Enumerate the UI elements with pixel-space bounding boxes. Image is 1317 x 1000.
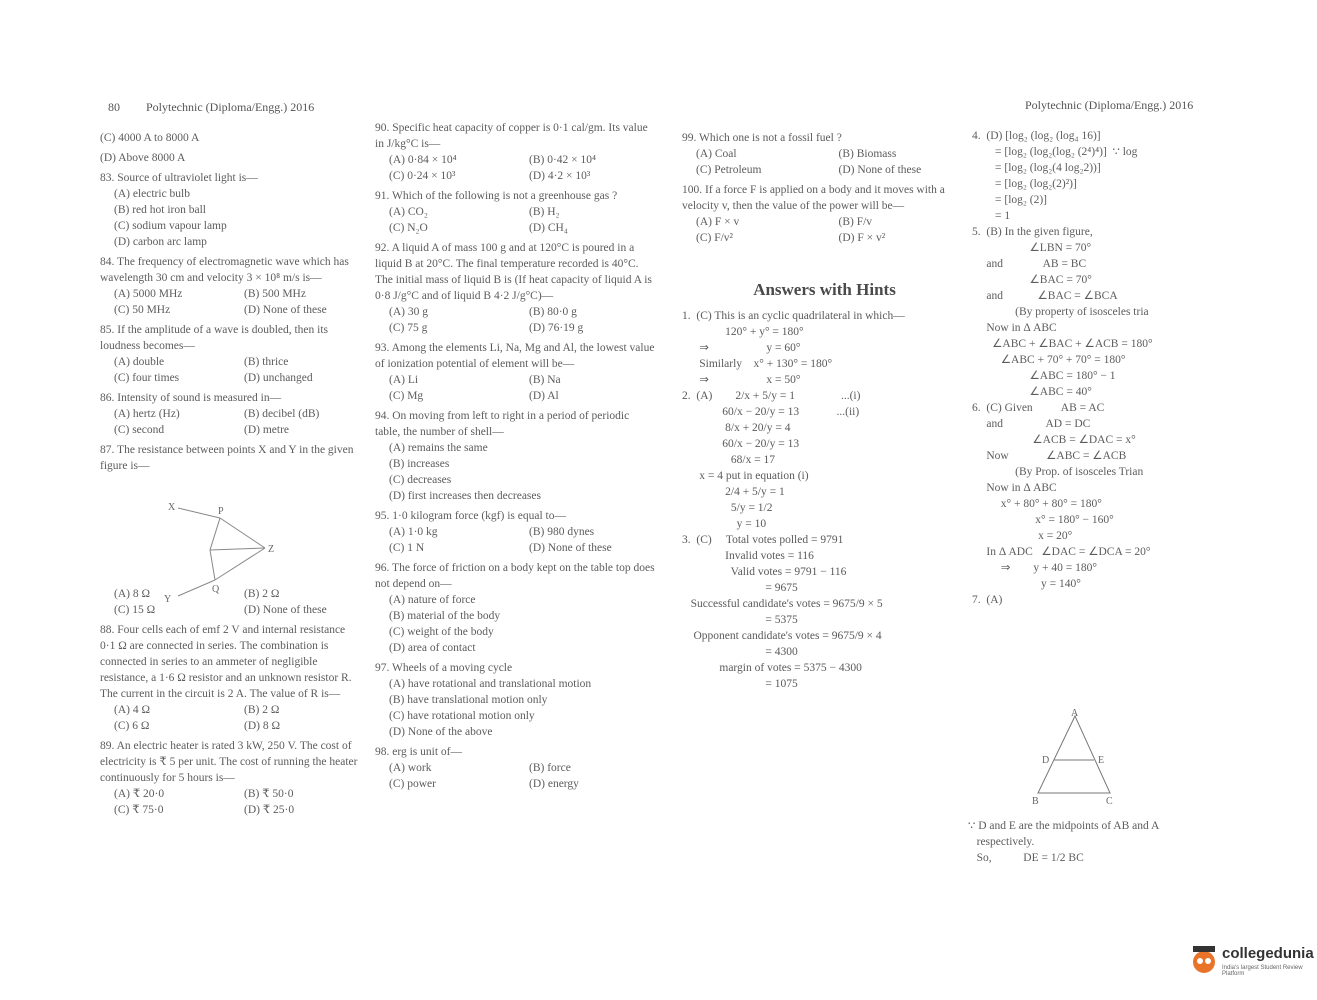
collegedunia-logo-icon (1190, 942, 1220, 976)
option-text: (B) have translational motion only (389, 694, 548, 706)
options-grid (682, 146, 967, 178)
fig-wire (220, 518, 265, 548)
hint-line: = [log₂ (log₂(log₂ (2⁴)⁴)] ∵ log (972, 146, 1138, 158)
hint-line: y = 10 (682, 518, 767, 530)
option-text: (B) thrice (244, 356, 289, 368)
option-text: (C) 50 MHz (114, 304, 171, 316)
question-block (100, 170, 360, 250)
hint-line: = [log₂ (log₂(4 log₂2))] (972, 162, 1101, 174)
option-text: (D) None of these (244, 304, 327, 316)
hint-line: Successful candidate's votes = 9675/9 × 5 (682, 598, 883, 610)
hint-line: = 9675 (682, 582, 798, 594)
fig-label-y: Y (164, 594, 172, 605)
option-text: (B) 0·42 × 10⁴ (529, 154, 597, 166)
hint-line: 60/x − 20/y = 13 ...(ii) (682, 406, 860, 418)
option-text: (D) ₹ 25·0 (244, 804, 295, 816)
hint-line: 1. (C) This is an cyclic quadrilateral in which— (682, 310, 905, 322)
option-text: (A) Li (389, 374, 419, 386)
fig-wire (178, 580, 215, 596)
options-grid (100, 286, 360, 318)
option-text: (C) N₂O (389, 222, 428, 234)
column-4 (972, 128, 1217, 608)
option-text: (B) F/v (838, 216, 873, 228)
option-text: (C) sodium vapour lamp (114, 220, 227, 232)
left-page-number: 80 (108, 100, 120, 114)
hint-line: ∠ABC = 180° − 1 (972, 370, 1116, 382)
hint-line: ∠ABC = 40° (972, 386, 1092, 398)
hint-line: y = 140° (972, 578, 1081, 590)
hint-line: 5/y = 1/2 (682, 502, 773, 514)
question-text: 89. An electric heater is rated 3 kW, 250 V. The cost of electricity is ₹ 5 per unit. The cost of running the heater continuously for 5 hours is— (100, 740, 358, 784)
option-text: (C) 75 g (389, 322, 428, 334)
hint-line: 6. (C) Given AB = AC (972, 402, 1105, 414)
hint-line: Now ∠ABC = ∠ACB (972, 450, 1127, 462)
question-text: (C) 4000 A to 8000 A (100, 132, 200, 144)
column-3 (682, 130, 967, 250)
question-block (100, 150, 360, 166)
option-text: (A) nature of force (389, 594, 476, 606)
hint-line: ∠BAC = 70° (972, 274, 1092, 286)
option-text: (A) 0·84 × 10⁴ (389, 154, 457, 166)
option-text: (C) 1 N (389, 542, 425, 554)
fig-wire (210, 550, 215, 580)
hint-line: ⇒ y = 60° (682, 342, 801, 354)
question-text: 96. The force of friction on a body kept on the table top does not depend on— (375, 562, 655, 590)
question-block (100, 254, 360, 318)
option-text: (C) power (389, 778, 436, 790)
option-text: (C) decreases (389, 474, 452, 486)
hint-line: respectively. (968, 836, 1035, 848)
option-text: (B) increases (389, 458, 450, 470)
options-grid (375, 304, 655, 336)
option-text: (B) Biomass (838, 148, 897, 160)
fig-label-a: A (1071, 708, 1079, 719)
options-grid (100, 406, 360, 438)
option-text: (D) None of the above (389, 726, 493, 738)
option-text: (C) F/v² (696, 232, 733, 244)
option-text: (B) force (529, 762, 571, 774)
hint-line: = [log₂ (log₂(2)²)] (972, 178, 1077, 190)
hint-line: 8/x + 20/y = 4 (682, 422, 791, 434)
options-grid (375, 592, 655, 656)
hint-line: = [log₂ (2)] (972, 194, 1048, 206)
fig-wire (215, 548, 265, 580)
option-text: (A) 1·0 kg (389, 526, 438, 538)
option-text: (B) 2 Ω (244, 704, 280, 716)
question-block (100, 738, 360, 818)
option-text: (D) unchanged (244, 372, 313, 384)
hint-line: Opponent candidate's votes = 9675/9 × 4 (682, 630, 882, 642)
question-text: 95. 1·0 kilogram force (kgf) is equal to— (375, 510, 566, 522)
question-block (682, 130, 967, 178)
question-text: 97. Wheels of a moving cycle (375, 662, 513, 674)
option-text: (D) carbon arc lamp (114, 236, 207, 248)
option-text: (D) 76·19 g (529, 322, 584, 334)
option-text: (B) red hot iron ball (114, 204, 206, 216)
fig-label-e: E (1098, 755, 1105, 766)
hint-line: 4. (D) [log₂ (log₂ (log₄ 16)] (972, 130, 1101, 142)
question-text: 85. If the amplitude of a wave is doubled, then its loudness becomes— (100, 324, 329, 352)
options-grid (100, 786, 360, 818)
fig-label-q: Q (212, 584, 220, 595)
question-block (100, 130, 360, 146)
hint-line: (By property of isosceles tria (972, 306, 1149, 318)
hint-line: 60/x − 20/y = 13 (682, 438, 800, 450)
question-text: 93. Among the elements Li, Na, Mg and Al, the lowest value of ionization potential of element will be— (375, 342, 655, 370)
option-text: (D) CH₄ (529, 222, 568, 234)
option-text: (D) metre (244, 424, 290, 436)
option-text: (B) 2 Ω (244, 588, 280, 600)
hint-line: 3. (C) Total votes polled = 9791 (682, 534, 844, 546)
logo-tagline: India's largest Student Review Platform (1222, 965, 1303, 977)
option-text: (A) 30 g (389, 306, 428, 318)
options-grid (682, 214, 967, 246)
hint-line: margin of votes = 5375 − 4300 (682, 662, 862, 674)
question-block (375, 340, 655, 404)
question-block (375, 560, 655, 656)
fig-wire (210, 518, 220, 550)
question-block (375, 408, 655, 504)
option-text: (D) Al (529, 390, 559, 402)
hint-line: x° + 80° + 80° = 180° (972, 498, 1102, 510)
question-block (375, 240, 655, 336)
right-page-title: Polytechnic (Diploma/Engg.) 2016 (1025, 98, 1194, 112)
question-text: 90. Specific heat capacity of copper is 0·1 cal/gm. Its value in J/kg°C is— (375, 122, 648, 150)
option-text: (B) ₹ 50·0 (244, 788, 294, 800)
options-grid (375, 676, 655, 740)
hint-line: Similarly x° + 130° = 180° (682, 358, 833, 370)
question-block (100, 622, 360, 734)
fig-label-c: C (1106, 796, 1113, 807)
question-block (375, 508, 655, 556)
fig-wire (210, 548, 265, 550)
option-text: (D) energy (529, 778, 579, 790)
option-text: (C) 15 Ω (114, 604, 156, 616)
question-block (375, 188, 655, 236)
hint-line: = 1 (972, 210, 1011, 222)
option-text: (D) None of these (529, 542, 612, 554)
option-text: (D) F × v² (838, 232, 886, 244)
option-text: (C) Mg (389, 390, 424, 402)
option-text: (A) 5000 MHz (114, 288, 183, 300)
hint-line: ∠ABC + ∠BAC + ∠ACB = 180° (972, 338, 1153, 350)
option-text: (B) H₂ (529, 206, 560, 218)
option-text: (D) None of these (244, 604, 327, 616)
hint-line: and ∠BAC = ∠BCA (972, 290, 1118, 302)
hint-line: ∵ D and E are the midpoints of AB and A (968, 820, 1160, 832)
hint-line: x° = 180° − 160° (972, 514, 1114, 526)
hint-line: ∠ACB = ∠DAC = x° (972, 434, 1136, 446)
hint-line: ⇒ y + 40 = 180° (972, 562, 1097, 574)
option-text: (A) double (114, 356, 165, 368)
hint-line: 68/x = 17 (682, 454, 776, 466)
answers-heading: Answers with Hints (753, 280, 896, 299)
hint-line: (By Prop. of isosceles Trian (972, 466, 1144, 478)
hint-line: ∠LBN = 70° (972, 242, 1092, 254)
hint-line: Valid votes = 9791 − 116 (682, 566, 847, 578)
column-2 (375, 120, 655, 796)
option-text: (C) ₹ 75·0 (114, 804, 164, 816)
logo-name: collegedunia (1222, 945, 1314, 962)
option-text: (A) have rotational and translational motion (389, 678, 592, 690)
hint-line: Now in Δ ABC (972, 322, 1057, 334)
option-text: (B) 80·0 g (529, 306, 577, 318)
question-text: 94. On moving from left to right in a period of periodic table, the number of shell— (375, 410, 630, 438)
options-grid (100, 354, 360, 386)
option-text: (A) F × v (696, 216, 740, 228)
option-text: (A) ₹ 20·0 (114, 788, 165, 800)
hint-line: and AD = DC (972, 418, 1091, 430)
option-text: (B) Na (529, 374, 561, 386)
hint-line: In Δ ADC ∠DAC = ∠DCA = 20° (972, 546, 1151, 558)
option-text: (B) 980 dynes (529, 526, 595, 538)
hint-line: and AB = BC (972, 258, 1087, 270)
question-text: 84. The frequency of electromagnetic wave which has wavelength 30 cm and velocity 3 × 10⁸ m/s is— (100, 256, 349, 284)
question-block (682, 182, 967, 246)
fig-wire (178, 508, 220, 518)
hint-line: x = 4 put in equation (i) (682, 470, 809, 482)
fig-label-d: D (1042, 755, 1050, 766)
q7-triangle-figure (1030, 708, 1120, 808)
option-text: (C) 0·24 × 10³ (389, 170, 456, 182)
question-block (100, 390, 360, 438)
question-text: 100. If a force F is applied on a body and it moves with a velocity v, then the value of the power will be— (682, 184, 945, 212)
option-text: (D) 8 Ω (244, 720, 281, 732)
option-text: (B) decibel (dB) (244, 408, 320, 420)
left-page-title: Polytechnic (Diploma/Engg.) 2016 (146, 100, 315, 114)
hint-line: = 5375 (682, 614, 798, 626)
options-grid (375, 760, 655, 792)
q7-hint-text (968, 818, 1218, 866)
hint-line: = 4300 (682, 646, 798, 658)
option-text: (A) remains the same (389, 442, 488, 454)
question-block (100, 322, 360, 386)
option-text: (A) CO₂ (389, 206, 428, 218)
q87-circuit-figure (160, 500, 290, 605)
hints-column-3 (682, 308, 967, 692)
options-grid (375, 152, 655, 184)
fig-label-b: B (1032, 796, 1039, 807)
question-text: 91. Which of the following is not a greenhouse gas ? (375, 190, 618, 202)
options-grid (375, 524, 655, 556)
option-text: (B) material of the body (389, 610, 501, 622)
option-text: (A) Coal (696, 148, 737, 160)
options-grid (375, 372, 655, 404)
answers-section (682, 272, 967, 692)
option-text: (D) 4·2 × 10³ (529, 170, 591, 182)
options-grid (375, 204, 655, 236)
question-text: 99. Which one is not a fossil fuel ? (682, 132, 842, 144)
hint-line: 120° + y° = 180° (682, 326, 804, 338)
fig-label-p: P (218, 506, 224, 517)
question-text: 83. Source of ultraviolet light is— (100, 172, 258, 184)
option-text: (C) weight of the body (389, 626, 494, 638)
question-text: 88. Four cells each of emf 2 V and internal resistance 0·1 Ω are connected in series. The combination is connected in series to an ammeter of negligible resistance, a 1·6 Ω resistor and an unknown resistor R. The current in the circuit is 2 A. The value of R is— (100, 624, 352, 700)
column-1 (100, 130, 360, 822)
option-text: (D) None of these (838, 164, 922, 176)
option-text: (D) area of contact (389, 642, 476, 654)
options-grid (100, 186, 360, 250)
hint-line: 5. (B) In the given figure, (972, 226, 1093, 238)
question-text: 86. Intensity of sound is measured in— (100, 392, 282, 404)
options-grid (100, 702, 360, 734)
option-text: (C) have rotational motion only (389, 710, 535, 722)
option-text: (A) electric bulb (114, 188, 190, 200)
hint-line: x = 20° (972, 530, 1073, 542)
fig-label-z: Z (268, 544, 275, 555)
question-block (375, 120, 655, 184)
hint-line: 2. (A) 2/x + 5/y = 1 ...(i) (682, 390, 861, 402)
option-text: (C) four times (114, 372, 180, 384)
question-text: (D) Above 8000 A (100, 152, 186, 164)
option-text: (A) work (389, 762, 432, 774)
option-text: (A) hertz (Hz) (114, 408, 180, 420)
option-text: (B) 500 MHz (244, 288, 306, 300)
hint-line: So, DE = 1/2 BC (968, 852, 1084, 864)
question-text: 92. A liquid A of mass 100 g and at 120°C is poured in a liquid B at 20°C. The final temperature recorded is 40°C. The initial mass of liquid B is (If heat capacity of liquid A is 0·8 J/g°C and of liquid B 4·2 J/g°C)— (375, 242, 652, 302)
question-block (375, 660, 655, 740)
hint-line: Now in Δ ABC (972, 482, 1057, 494)
hints-column-4 (972, 128, 1217, 608)
option-text: (A) 8 Ω (114, 588, 151, 600)
question-text: 98. erg is unit of— (375, 746, 462, 758)
hints-column-4b (968, 818, 1218, 866)
option-text: (C) Petroleum (696, 164, 762, 176)
fig-label-x: X (168, 502, 176, 513)
options-grid (375, 440, 655, 504)
option-text: (D) first increases then decreases (389, 490, 541, 502)
hint-line: 2/4 + 5/y = 1 (682, 486, 785, 498)
option-text: (C) second (114, 424, 165, 436)
option-text: (C) 6 Ω (114, 720, 150, 732)
hint-line: = 1075 (682, 678, 798, 690)
question-text: 87. The resistance between points X and Y in the given figure is— (100, 444, 354, 472)
hint-line: ∠ABC + 70° + 70° = 180° (972, 354, 1126, 366)
hint-line: ⇒ x = 50° (682, 374, 801, 386)
hint-line: Invalid votes = 116 (682, 550, 814, 562)
hint-line: 7. (A) (972, 594, 1003, 606)
question-block (375, 744, 655, 792)
option-text: (A) 4 Ω (114, 704, 151, 716)
